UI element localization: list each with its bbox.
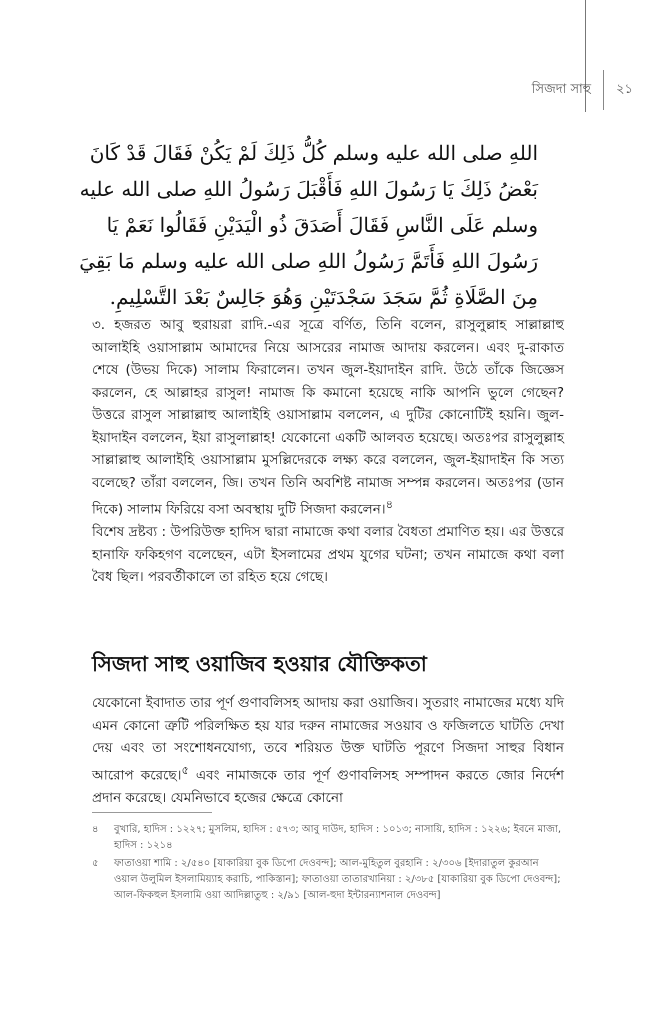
footnotes bbox=[92, 822, 564, 906]
footnote-item bbox=[92, 856, 564, 904]
page-number: ২১ bbox=[616, 81, 633, 97]
header-divider bbox=[603, 70, 604, 110]
arabic-line: رَسُولَ اللهِ فَأَتَمَّ رَسُولُ اللهِ صلى الله عليه وسلم مَا بَقِيَ bbox=[79, 249, 538, 273]
rationale-paragraph bbox=[92, 692, 564, 809]
arabic-line: وسلم عَلَى النَّاسِ فَقَالَ أَصَدَقَ ذُو الْيَدَيْنِ فَقَالُوا نَعَمْ يَا bbox=[106, 213, 538, 237]
hadith-translation-paragraph bbox=[92, 314, 564, 589]
translation-text: ৩. হজরত আবু হুরায়রা রাদি.-এর সূত্রে বর্ণিত, তিনি বলেন, রাসুলুল্লাহ সাল্লাল্লাহু আলাইহি ওয়াসাল্লাম আমাদের নিয়ে আসরের নামাজ আদায় করলেন। এবং দু-রাকাত শেষে (উভয় দিকে) সালাম ফিরালেন। তখন জুল-ইয়াদাইন রাদি. উঠে তাঁকে জিজ্ঞেস করলেন, হে আল্লাহর রাসুল! নামাজ কি কমানো হয়েছে নাকি আপনি ভুলে গেছেন? উত্তরে রাসুল সাল্লাল্লাহু আলাইহি ওয়াসাল্লাম বললেন, এ দুটির কোনোটিই হয়নি। জুল-ইয়াদাইন বললেন, ইয়া রাসুলাল্লাহ! যেকোনো একটি আলবত হয়েছে। অতঃপর রাসুলুল্লাহ সাল্লাল্লাহু আলাইহি ওয়াসাল্লাম মুসল্লিদেরকে লক্ষ্য করে বললেন, জুল-ইয়াদাইন কি সত্য বলেছে? তাঁরা বললেন, জি। তখন তিনি অবশিষ্ট নামাজ সম্পন্ন করলেন। অতঃপর (ডান দিকে) সালাম ফিরিয়ে বসা অবস্থায় দুটি সিজদা করলেন। bbox=[92, 317, 564, 518]
arabic-line: اللهِ صلى الله عليه وسلم كُلُّ ذَلِكَ لَمْ يَكُنْ فَقَالَ قَدْ كَانَ bbox=[89, 141, 538, 165]
footnote-item bbox=[92, 822, 564, 854]
running-header bbox=[532, 70, 633, 110]
footnote-text: ফাতাওয়া শামি : ২/৫৪০ [যাকারিয়া বুক ডিপো দেওবন্দ]; আল-মুহিতুল বুরহানি : ২/৩০৬ [ইদারাতুল কুরআন ওয়াল উলুমিল ইসলামিয়্যাহ করাচি, পাকিস্তান]; ফাতাওয়া তাতারখানিয়া : ২/৩৮৫ [যাকারিয়া বুক ডিপো দেওবন্দ]; আল-ফিকহুল ইসলামি ওয়া আদিল্লাতুহু : ২/৯১ [আল-হুদা ইন্টারন্যাশনাল দেওবন্দ] bbox=[114, 858, 561, 901]
arabic-line: بَعْضُ ذَلِكَ يَا رَسُولَ اللهِ فَأَقْبَلَ رَسُولُ اللهِ صلى الله عليه bbox=[79, 177, 538, 201]
rationale-text-before: যেকোনো ইবাদাত তার পূর্ণ গুণাবলিসহ আদায় করা ওয়াজিব। সুতরাং নামাজের মধ্যে যদি এমন কোনো ত্রুটি পরিলক্ষিত হয় যার দরুন নামাজের সওয়াব ও ফজিলতে ঘাটতি দেখা দেয় এবং তা সংশোধনযোগ্য, তবে শরিয়ত উক্ত ঘাটতি পূরণে সিজদা সাহুর বিধান আরোপ করেছে। bbox=[92, 695, 564, 783]
running-header-title: সিজদা সাহু bbox=[531, 81, 592, 97]
footnote-ref-4[interactable]: ৪ bbox=[385, 498, 393, 511]
footnote-number: ৪ bbox=[92, 824, 99, 835]
section-heading: সিজদা সাহু ওয়াজিব হওয়ার যৌক্তিকতা bbox=[92, 652, 427, 676]
footnote-separator bbox=[92, 812, 212, 813]
rationale-text-after: এবং নামাজকে তার পূর্ণ গুণাবলিসহ সম্পাদন করতে জোর নির্দেশ প্রদান করেছে। যেমনিভাবে হজের ক্ষেত্রে কোনো bbox=[92, 767, 564, 806]
special-note: বিশেষ দ্রষ্টব্য : উপরিউক্ত হাদিস দ্বারা নামাজে কথা বলার বৈধতা প্রমাণিত হয়। এর উত্তরে হানাফি ফকিহগণ বলেছেন, এটা ইসলামের প্রথম যুগের ঘটনা; তখন নামাজে কথা বলা বৈধ ছিল। পরবর্তীকালে তা রহিত হয়ে গেছে। bbox=[92, 524, 564, 585]
arabic-hadith-text bbox=[79, 135, 538, 315]
footnote-text: বুখারি, হাদিস : ১২২৭; মুসলিম, হাদিস : ৫৭৩; আবু দাউদ, হাদিস : ১০১৩; নাসায়ি, হাদিস : ১২২৬; ইবনে মাজা, হাদিস : ১২১৪ bbox=[114, 824, 562, 851]
footnote-ref-5[interactable]: ৫ bbox=[181, 763, 189, 777]
arabic-line: مِنَ الصَّلَاةِ ثُمَّ سَجَدَ سَجْدَتَيْنِ وَهُوَ جَالِسٌ بَعْدَ التَّسْلِيمِ. bbox=[109, 285, 538, 309]
footnote-number: ৫ bbox=[92, 858, 99, 869]
